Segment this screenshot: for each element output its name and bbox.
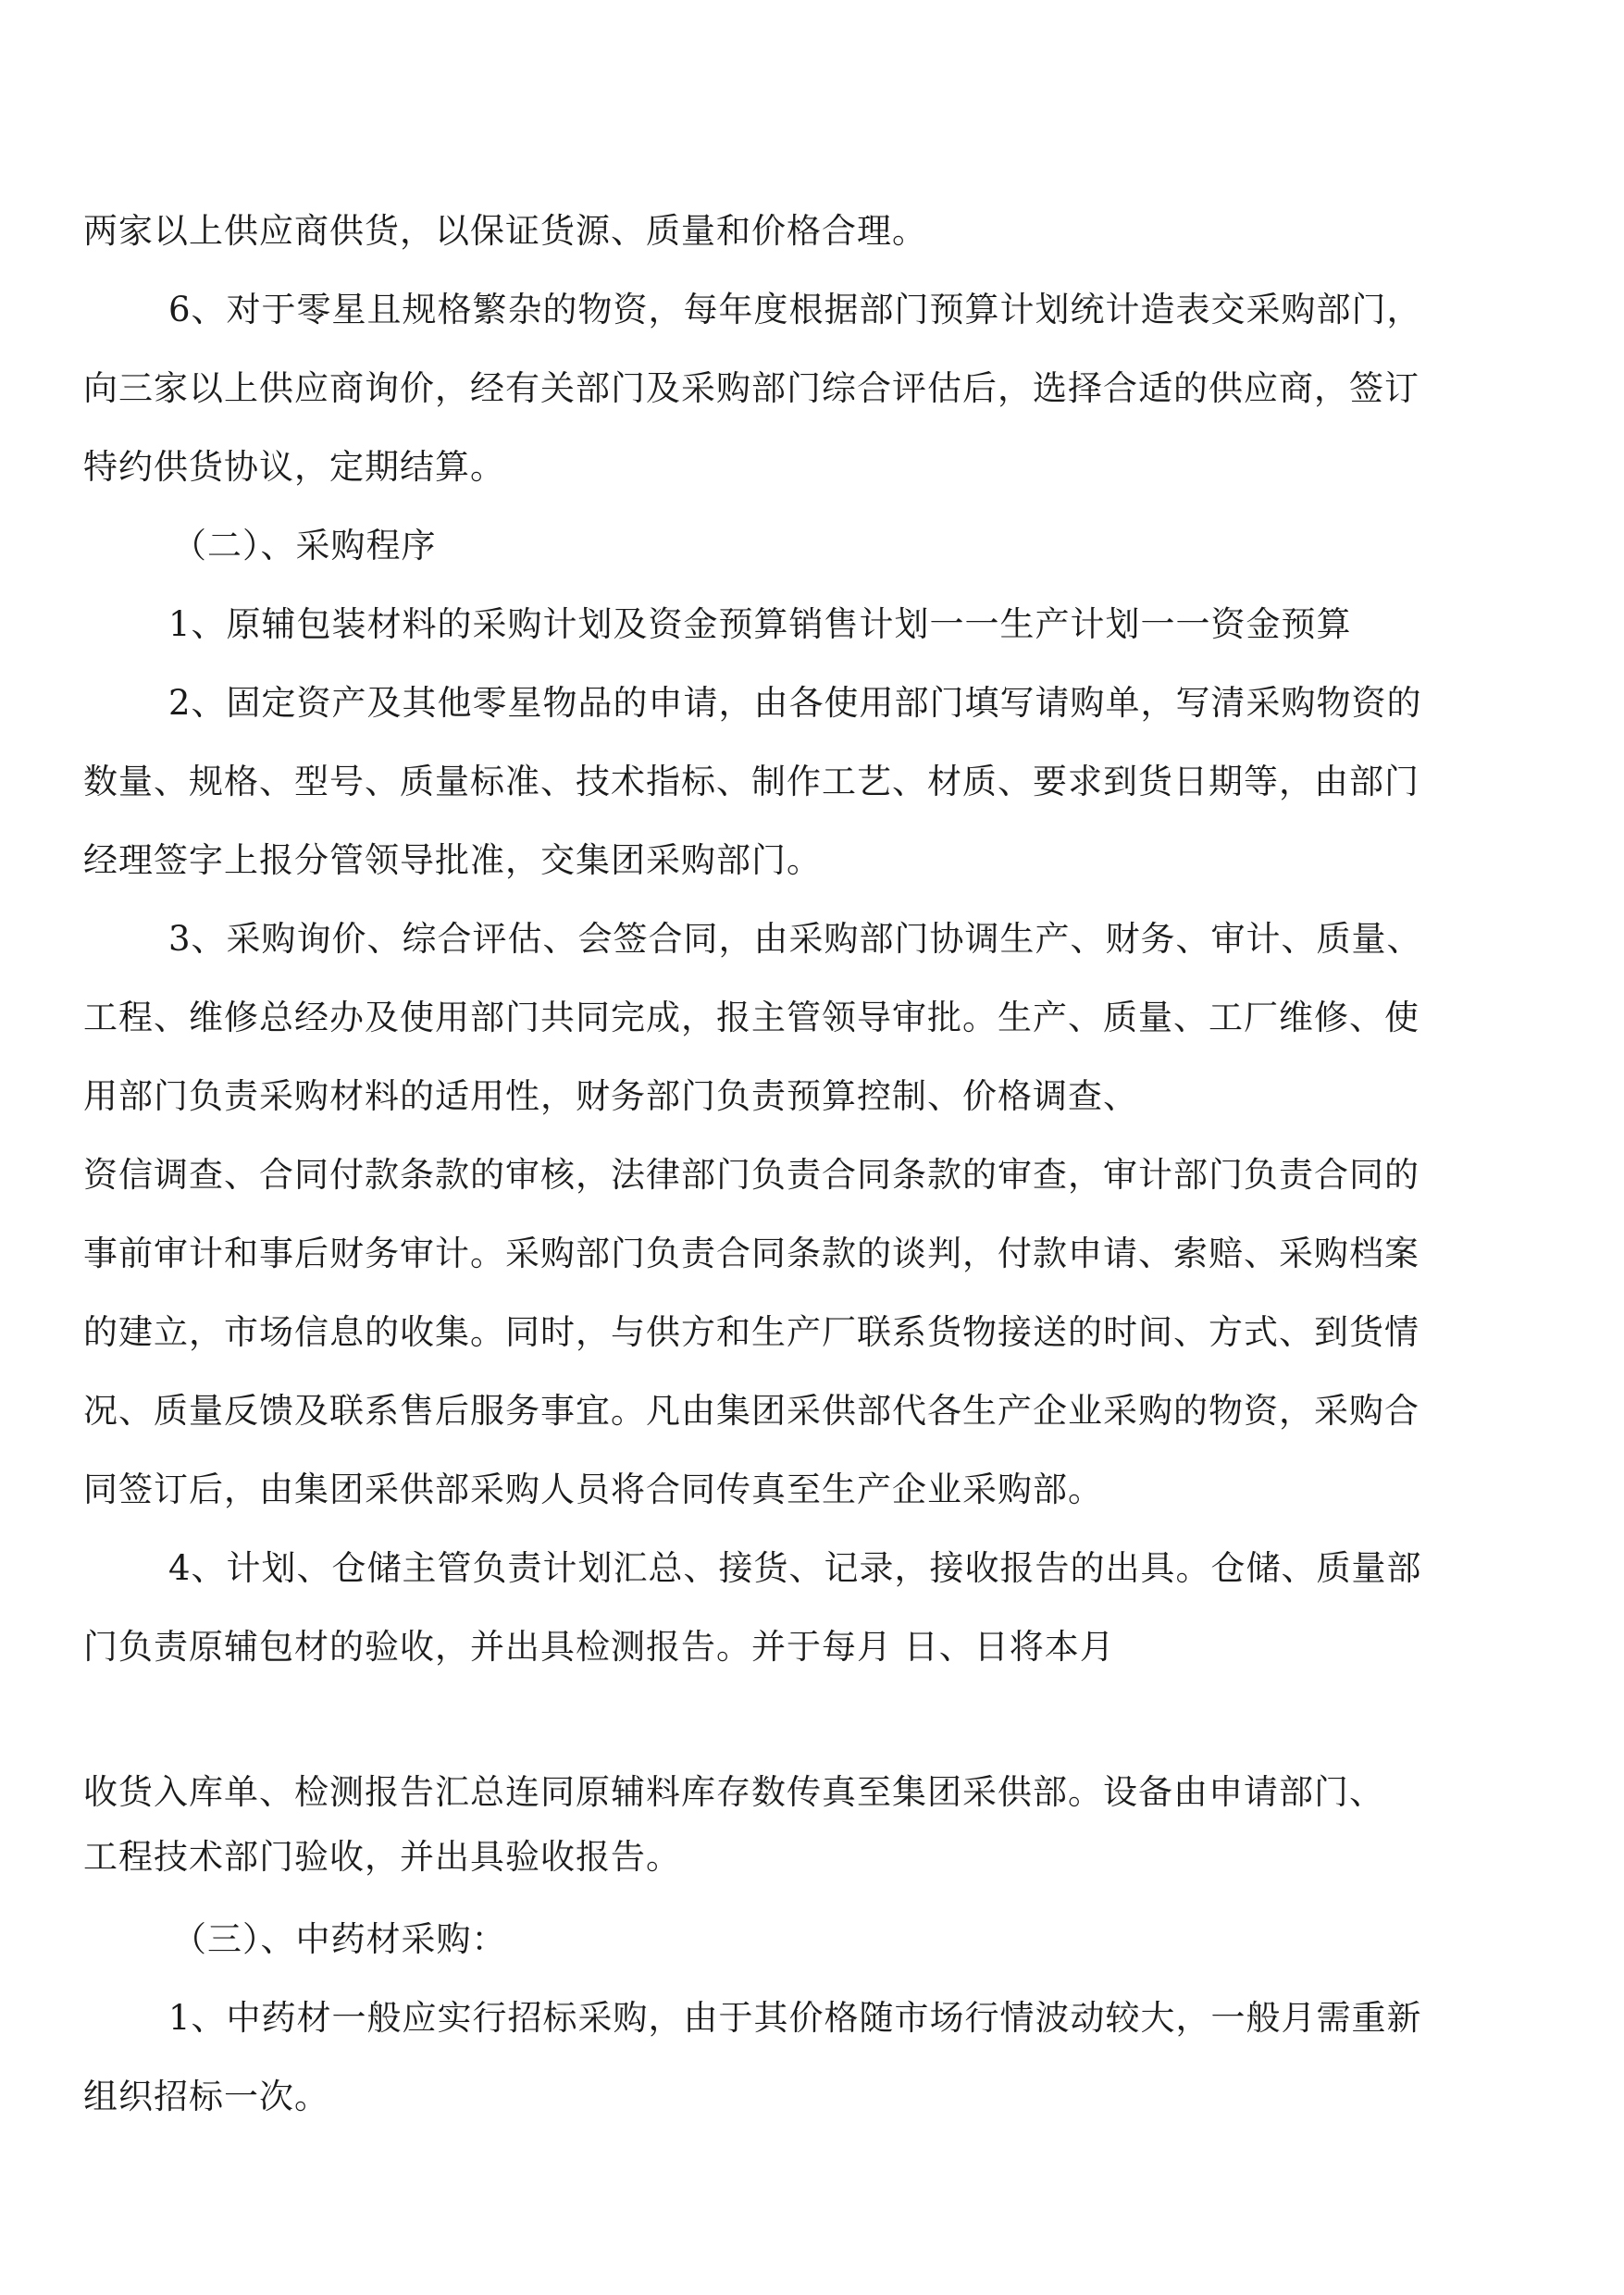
text-line: 的建立，市场信息的收集。同时，与供方和生产厂联系货物接送的时间、方式、到货情 xyxy=(83,1312,1419,1352)
text-line: 同签订后，由集团采供部采购人员将合同传真至生产企业采购部。 xyxy=(83,1470,1103,1509)
text-line: 组织招标一次。 xyxy=(83,2077,329,2116)
section-heading: （三）、中药材采购： xyxy=(172,1919,507,1959)
text-line: 事前审计和事后财务审计。采购部门负责合同条款的谈判，付款申请、索赔、采购档案 xyxy=(83,1234,1419,1273)
text-line: 资信调查、合同付款条款的审核，法律部门负责合同条款的审查，审计部门负责合同的 xyxy=(83,1155,1419,1195)
text-line: 2、固定资产及其他零星物品的申请，由各使用部门填写请购单，写清采购物资的 xyxy=(168,683,1422,723)
text-line: 3、采购询价、综合评估、会签合同，由采购部门协调生产、财务、审计、质量、 xyxy=(168,919,1422,959)
text-line: 1、原辅包装材料的采购计划及资金预算销售计划一一生产计划一一资金预算 xyxy=(168,604,1352,644)
text-line: 4、计划、仓储主管负责计划汇总、接货、记录，接收报告的出具。仓储、质量部 xyxy=(168,1548,1422,1588)
text-line: 用部门负责采购材料的适用性，财务部门负责预算控制、价格调查、 xyxy=(83,1076,1138,1116)
text-line: 工程技术部门验收，并出具验收报告。 xyxy=(83,1837,681,1877)
text-line: 1、中药材一般应实行招标采购，由于其价格随市场行情波动较大，一般月需重新 xyxy=(168,1998,1422,2038)
section-heading: （二）、采购程序 xyxy=(172,526,437,565)
text-line: 门负责原辅包材的验收，并出具检测报告。并于每月 日、日将本月 xyxy=(83,1627,1115,1667)
text-line: 两家以上供应商供货，以保证货源、质量和价格合理。 xyxy=(83,211,927,251)
text-line: 6、对于零星且规格繁杂的物资，每年度根据部门预算计划统计造表交采购部门， xyxy=(168,290,1422,329)
text-line: 经理签字上报分管领导批准，交集团采购部门。 xyxy=(83,840,822,880)
text-line: 收货入库单、检测报告汇总连同原辅料库存数传真至集团采供部。设备由申请部门、 xyxy=(83,1772,1384,1812)
text-line: 况、质量反馈及联系售后服务事宜。凡由集团采供部代各生产企业采购的物资，采购合 xyxy=(83,1391,1419,1431)
text-line: 特约供货协议，定期结算。 xyxy=(83,447,505,487)
text-line: 数量、规格、型号、质量标准、技术指标、制作工艺、材质、要求到货日期等，由部门 xyxy=(83,762,1419,801)
text-line: 工程、维修总经办及使用部门共同完成，报主管领导审批。生产、质量、工厂维修、使 xyxy=(83,998,1419,1037)
text-line: 向三家以上供应商询价，经有关部门及采购部门综合评估后，选择合适的供应商，签订 xyxy=(83,368,1419,408)
